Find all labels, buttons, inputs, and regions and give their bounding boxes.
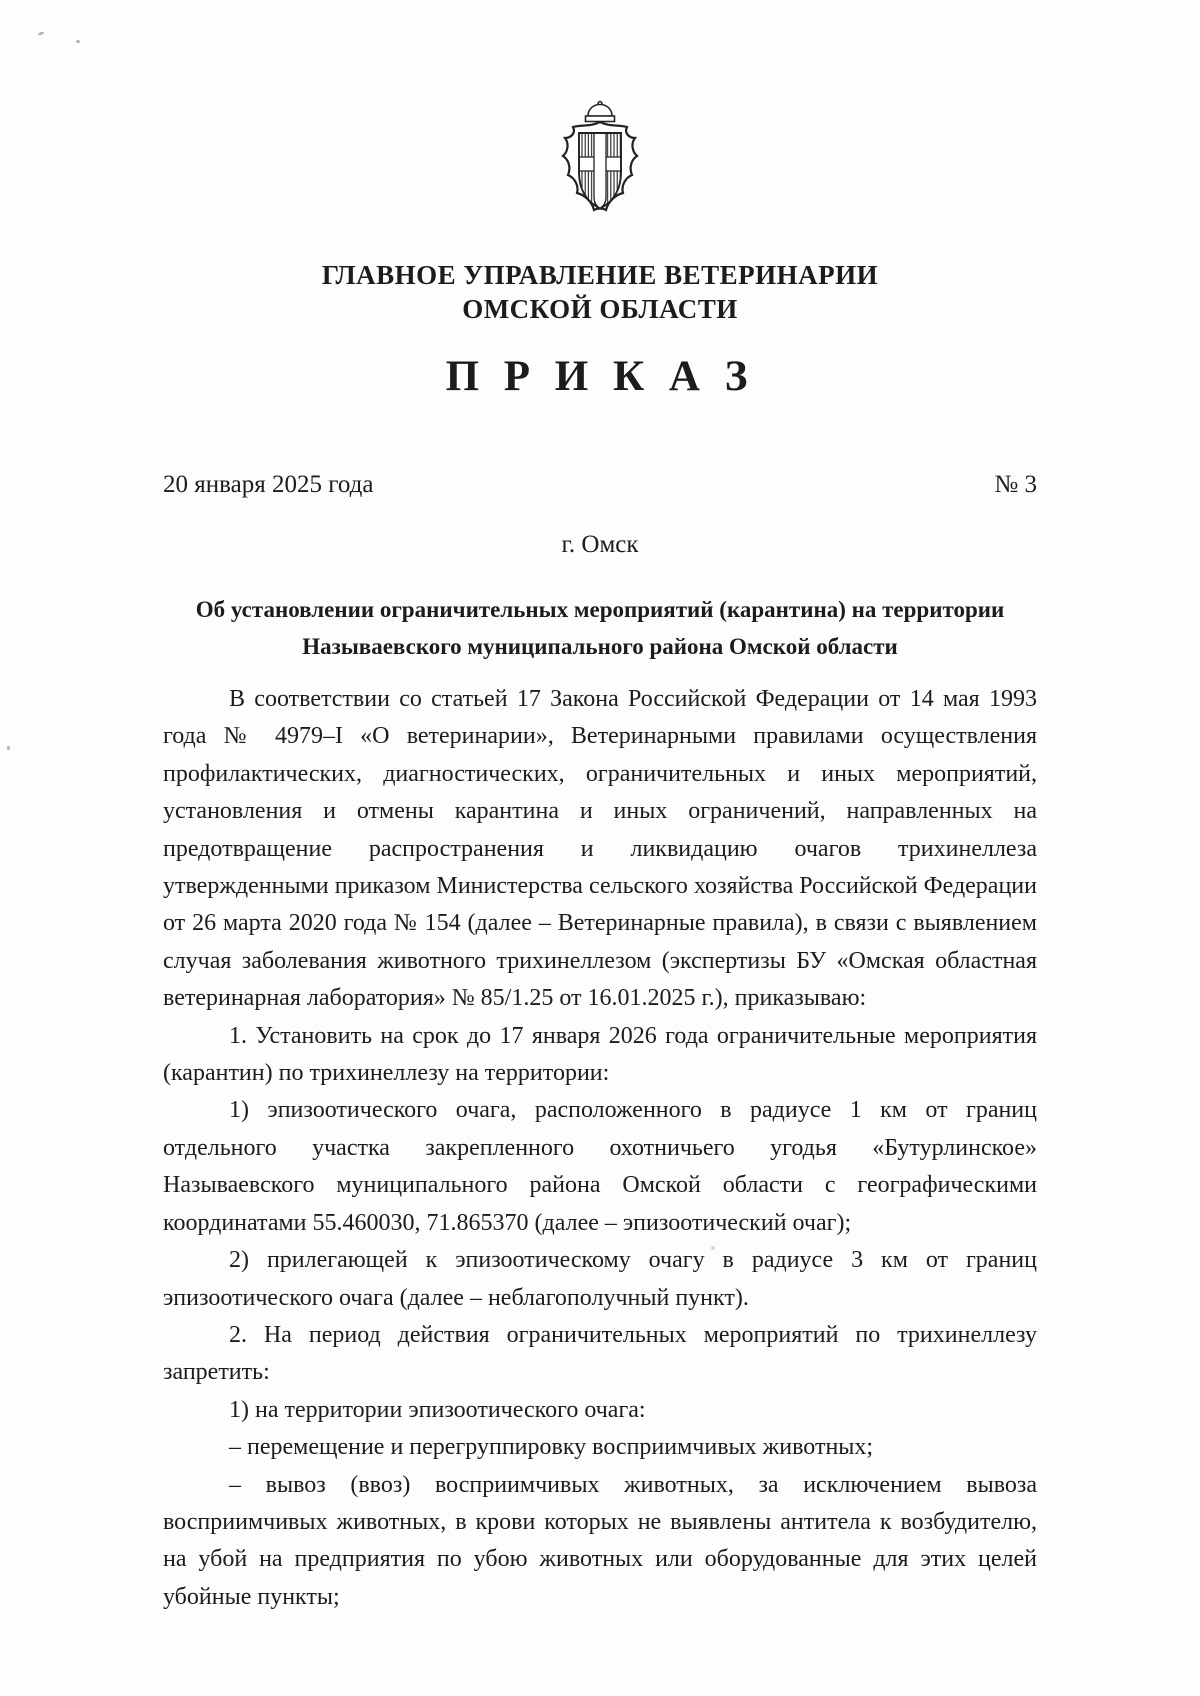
body-paragraph: 1. Установить на срок до 17 января 2026 года ограничительные мероприятия (карантин) по трихинеллезу на территории: (163, 1022, 1037, 1087)
body-paragraph: 1) эпизоотического очага, расположенного в радиусе 1 км от границ отдельного участка закрепленного охотничьего угодья «Бутурлинское» Называевского муниципального района Омской области с географическими координатами 55.460030, 71.865370 (далее – эпизоотический очаг); (163, 1097, 1037, 1236)
organization-name (0, 258, 1200, 326)
scan-speck (7, 746, 10, 750)
body-paragraph: 2. На период действия ограничительных мероприятий по трихинеллезу запретить: (163, 1321, 1037, 1386)
body-paragraph: 1) на территории эпизоотического очага: (229, 1396, 646, 1423)
body-paragraph: – вывоз (ввоз) восприимчивых животных, за исключением вывоза восприимчивых животных, в крови которых не выявлены антитела к возбудителю, на убой на предприятия по убою животных или оборудованные для этих целей убойные пункты; (163, 1471, 1037, 1610)
omsk-oblast-coat-of-arms-icon (552, 100, 648, 226)
body-paragraph: 2) прилегающей к эпизоотическому очагу в радиусе 3 км от границ эпизоотического очага (далее – неблагополучный пункт). (163, 1247, 1037, 1311)
organization-name-line1: ГЛАВНОЕ УПРАВЛЕНИЕ ВЕТЕРИНАРИИ (321, 260, 879, 290)
body-paragraph: В соответствии со статьей 17 Закона Российской Федерации от 14 мая 1993 года № 4979–I «О ветеринарии», Ветеринарными правилами осуществления профилактических, диагностических, ограничительных и иных мероприятий, установления и отмены карантина и иных ограничений, направленных на предотвращение распространения и ликвидацию очагов трихинеллеза утвержденными приказом Министерства сельского хозяйства Российской Федерации от 26 марта 2020 года № 154 (далее – Ветеринарные правила), в связи с выявлением случая заболевания животного трихинеллезом (экспертизы БУ «Омская областная ветеринарная лаборатория» № 85/1.25 от 16.01.2025 г.), приказываю: (163, 686, 1037, 1012)
document-number: № 3 (994, 471, 1037, 498)
body-paragraph: – перемещение и перегруппировку восприимчивых животных; (229, 1434, 874, 1461)
coat-of-arms (552, 100, 648, 226)
document-subject: Об установлении ограничительных мероприятий (карантина) на территории Называевского муниципального района Омской области (195, 597, 1005, 659)
document-city: г. Омск (561, 531, 639, 558)
organization-name-line2: ОМСКОЙ ОБЛАСТИ (462, 294, 738, 324)
date-number-row (163, 471, 1037, 499)
scan-speck (76, 40, 80, 43)
document-body (163, 681, 1037, 1616)
scan-speck (38, 31, 45, 36)
document-title: П Р И К А З (445, 353, 755, 400)
document-date: 20 января 2025 года (163, 471, 374, 498)
